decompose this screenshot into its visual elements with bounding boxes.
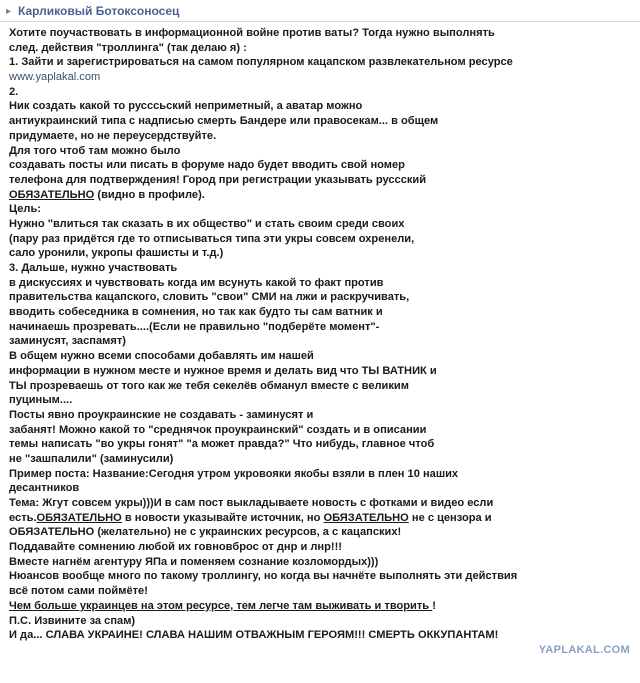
text-segment: есть. (9, 511, 37, 524)
underlined-text: ОБЯЗАТЕЛЬНО (9, 188, 95, 201)
line-text: Тема: Жгут совсем укры)))И в сам пост выкладываете новость с фотками и видео если (9, 497, 494, 509)
line-text: след. действия "троллинга" (так делаю я) : (9, 41, 247, 54)
line-text: сало уронили, укропы фашисты и т.д.) (9, 247, 224, 260)
line-text: всё потом сами поймёте! (9, 585, 148, 598)
underlined-text: Чем больше украинцев на этом ресурсе, тем легче там выживать и творить (9, 599, 433, 612)
post-line (9, 408, 634, 423)
post-line (9, 173, 634, 188)
post-line (9, 99, 634, 114)
line-text: Ник создать какой то русссьский неприметный, а аватар можно (9, 100, 363, 113)
line-text: темы написать "во укры гонят" "а может правда?" Что нибудь, главное чтоб (9, 438, 435, 451)
post-line (9, 232, 634, 247)
post-line (9, 614, 634, 629)
post-line (9, 334, 634, 349)
site-watermark: YAPLAKAL.COM (538, 644, 630, 656)
post-line (9, 437, 634, 452)
post-line (9, 481, 634, 496)
line-text: 3. Дальше, нужно участвовать (9, 262, 178, 274)
post-line (9, 423, 634, 438)
post-line (9, 290, 634, 305)
post-line (9, 525, 634, 540)
line-text: (пару раз придётся где то отписываться типа эти укры совсем охренели, (9, 232, 415, 245)
line-text: Нюансов вообще много по такому троллингу, но когда вы начнёте выполнять эти действия (9, 570, 518, 583)
site-link[interactable]: www.yaplakal.com (9, 71, 101, 84)
line-text: правительства кацапского, словить "свои" СМИ на лжи и раскручивать, (9, 291, 410, 304)
post-line (9, 569, 634, 584)
line-text: ТЫ прозреваешь от того как же тебя секелёв обманул вместе с великим (9, 379, 409, 392)
text-segment: не с цензора и (408, 511, 492, 524)
line-text: 1. Зайти и зарегистрироваться на самом популярном кацапском развлекательном ресурсе (9, 56, 513, 69)
post-line (9, 114, 634, 129)
post-line (9, 584, 634, 599)
line-text: Посты явно проукраинские не создавать - заминусят и (9, 408, 314, 421)
post-line (9, 320, 634, 335)
text-segment: ! (432, 599, 436, 612)
post-body (9, 26, 634, 643)
line-text: Вместе нагнём агентуру ЯПа и поменяем сознание козломордых))) (9, 555, 379, 568)
line-text: Пример поста: Название:Сегодня утром укровояки якобы взяли в плен 10 наших (9, 467, 459, 480)
post-line (9, 129, 634, 144)
line-text: Хотите поучаствовать в информационной войне против ваты? Тогда нужно выполнять (9, 27, 495, 39)
line-text: десантников (9, 482, 80, 495)
post-line (9, 55, 634, 70)
line-text: Для того чтоб там можно было (9, 144, 181, 157)
line-text: начинаешь прозревать....(Если не правильно "подберёте момент"- (9, 320, 380, 333)
post-line (9, 246, 634, 261)
post-line (9, 305, 634, 320)
line-text: вводить собеседника в сомнения, но так как будто ты сам ватник и (9, 306, 383, 319)
post-line (9, 217, 634, 232)
line-text: 2. (9, 85, 19, 98)
post-line (9, 276, 634, 291)
line-text: Поддавайте сомнению любой их говновброс от днр и лнр!!! (9, 541, 342, 554)
line-text: пуциным.... (9, 394, 73, 407)
post-line (9, 261, 634, 276)
post-line (9, 379, 634, 394)
post-line (9, 202, 634, 217)
post-line (9, 393, 634, 408)
line-text: придумаете, но не переусердствуйте. (9, 129, 217, 142)
post-header (0, 0, 640, 22)
post-line (9, 188, 634, 203)
post-line (9, 144, 634, 159)
line-text: антиукраинский типа с надписью смерть Бандере или правосекам... в общем (9, 115, 439, 128)
underlined-text: ОБЯЗАТЕЛЬНО (36, 511, 122, 524)
post-line (9, 628, 634, 643)
post-line (9, 26, 634, 41)
post-line (9, 511, 634, 526)
line-text: забанят! Можно какой то "среднячок проукраинский" создать и в описании (9, 423, 427, 436)
line-text: телефона для подтверждения! Город при регистрации указывать руссский (9, 173, 427, 186)
post-line (9, 452, 634, 467)
post-line (9, 85, 634, 100)
line-text: П.С. Извините за спам) (9, 614, 136, 627)
line-text: Цель: (9, 203, 41, 216)
line-text: заминусят, заспамят) (9, 335, 126, 348)
underlined-text: ОБЯЗАТЕЛЬНО (323, 511, 409, 524)
text-segment: в новости указывайте источник, но (121, 511, 324, 524)
arrow-icon: ▸ (6, 6, 12, 17)
post-line (9, 364, 634, 379)
text-segment: (видно в профиле). (94, 188, 205, 201)
post-line (9, 540, 634, 555)
line-text: создавать посты или писать в форуме надо будет вводить свой номер (9, 159, 405, 172)
post-line (9, 70, 634, 85)
post-line (9, 496, 634, 511)
post-line (9, 467, 634, 482)
line-text: И да... СЛАВА УКРАИНЕ! СЛАВА НАШИМ ОТВАЖНЫМ ГЕРОЯМ!!! СМЕРТЬ ОККУПАНТАМ! (9, 629, 499, 642)
line-text: ОБЯЗАТЕЛЬНО (желательно) не с украинских ресурсов, а с кацапских! (9, 526, 402, 539)
post-line (9, 349, 634, 364)
line-text: Нужно "влиться так сказать в их общество" и стать своим среди своих (9, 217, 405, 230)
post-line (9, 158, 634, 173)
line-text: информации в нужном месте и нужное время и делать вид что ТЫ ВАТНИК и (9, 364, 437, 377)
post-line (9, 555, 634, 570)
author-name[interactable]: Карликовый Ботоксоносец (18, 4, 180, 18)
post-line (9, 599, 634, 614)
post-line (9, 41, 634, 56)
line-text: не "зашпалили" (заминусили) (9, 452, 174, 465)
line-text: в дискуссиях и чувствовать когда им всунуть какой то факт против (9, 276, 384, 289)
line-text: В общем нужно всеми способами добавлять им нашей (9, 350, 314, 363)
